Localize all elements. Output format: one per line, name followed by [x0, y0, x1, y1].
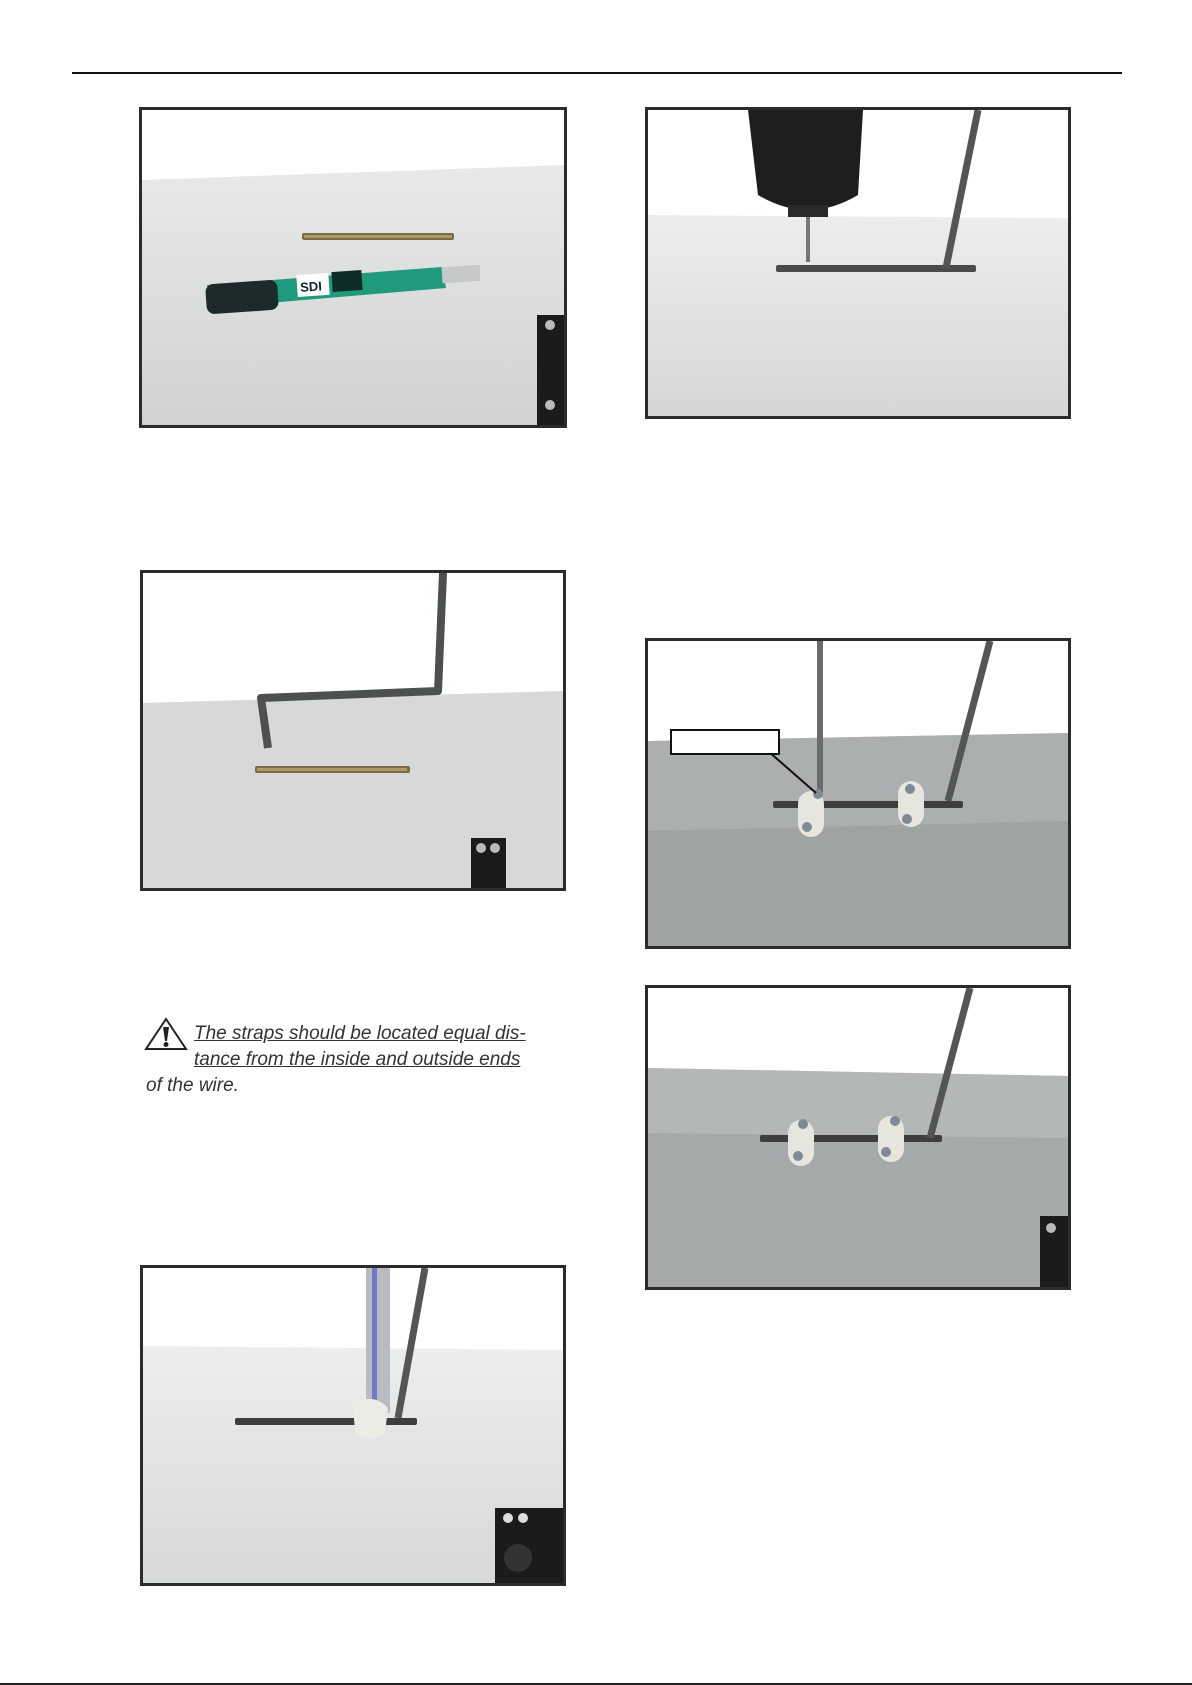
photo-screwdriver-attaching-strap — [140, 1265, 566, 1586]
warning-text-line-1: The straps should be located equal dis- — [194, 1023, 526, 1044]
warning-text-line-3: of the wire. — [146, 1075, 239, 1096]
header-rule — [72, 72, 1122, 74]
photo-straps-finished — [645, 985, 1071, 1290]
photo-bent-torque-rod-above-slot — [140, 570, 566, 891]
photo-drill-hole-at-slot-end — [645, 107, 1071, 419]
photo-cut-slot-with-knife — [139, 107, 567, 428]
callout-label-box — [670, 729, 780, 755]
photo-rod-with-straps-screwed — [645, 638, 1071, 949]
warning-icon — [144, 1017, 188, 1051]
knife-brand-text: SDI — [299, 278, 323, 295]
warning-text-line-2: tance from the inside and outside ends — [194, 1049, 521, 1070]
